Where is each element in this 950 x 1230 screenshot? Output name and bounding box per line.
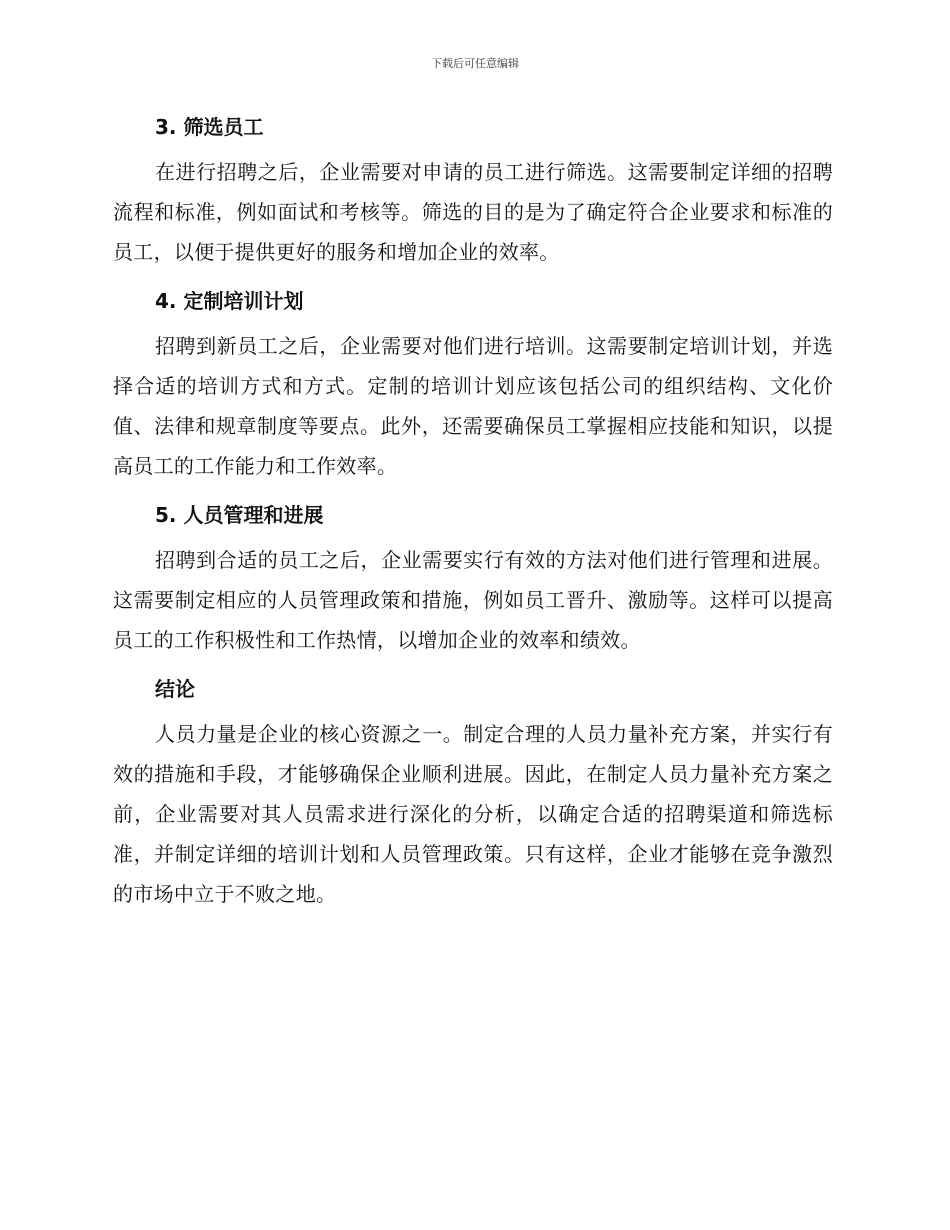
section-training bbox=[113, 284, 833, 486]
section-paragraph: 人员力量是企业的核心资源之一。制定合理的人员力量补充方案，并实行有效的措施和手段，才能够确保企业顺利进展。因此，在制定人员力量补充方案之前，企业需要对其人员需求进行深化的分析，以确定合适的招聘渠道和筛选标准，并制定详细的培训计划和人员管理政策。只有这样，企业才能够在竞争激烈的市场中立于不败之地。 bbox=[113, 722, 833, 906]
section-heading: 3. 筛选员工 bbox=[155, 115, 264, 139]
section-heading: 5. 人员管理和进展 bbox=[155, 503, 324, 527]
section-management bbox=[113, 498, 833, 660]
section-conclusion bbox=[113, 672, 833, 914]
section-paragraph: 在进行招聘之后，企业需要对申请的员工进行筛选。这需要制定详细的招聘流程和标准，例如面试和考核等。筛选的目的是为了确定符合企业要求和标准的员工，以便于提供更好的服务和增加企业的效率。 bbox=[113, 160, 833, 264]
section-heading: 结论 bbox=[155, 677, 195, 701]
section-heading: 4. 定制培训计划 bbox=[155, 289, 304, 313]
document-body bbox=[113, 110, 833, 926]
section-paragraph: 招聘到新员工之后，企业需要对他们进行培训。这需要制定培训计划，并选择合适的培训方式和方式。定制的培训计划应该包括公司的组织结构、文化价值、法律和规章制度等要点。此外，还需要确保员工掌握相应技能和知识，以提高员工的工作能力和工作效率。 bbox=[113, 334, 833, 478]
section-screening bbox=[113, 110, 833, 272]
header-note: 下载后可任意编辑 bbox=[431, 57, 519, 70]
section-paragraph: 招聘到合适的员工之后，企业需要实行有效的方法对他们进行管理和进展。这需要制定相应的人员管理政策和措施，例如员工晋升、激励等。这样可以提高员工的工作积极性和工作热情，以增加企业的效率和绩效。 bbox=[113, 548, 833, 652]
